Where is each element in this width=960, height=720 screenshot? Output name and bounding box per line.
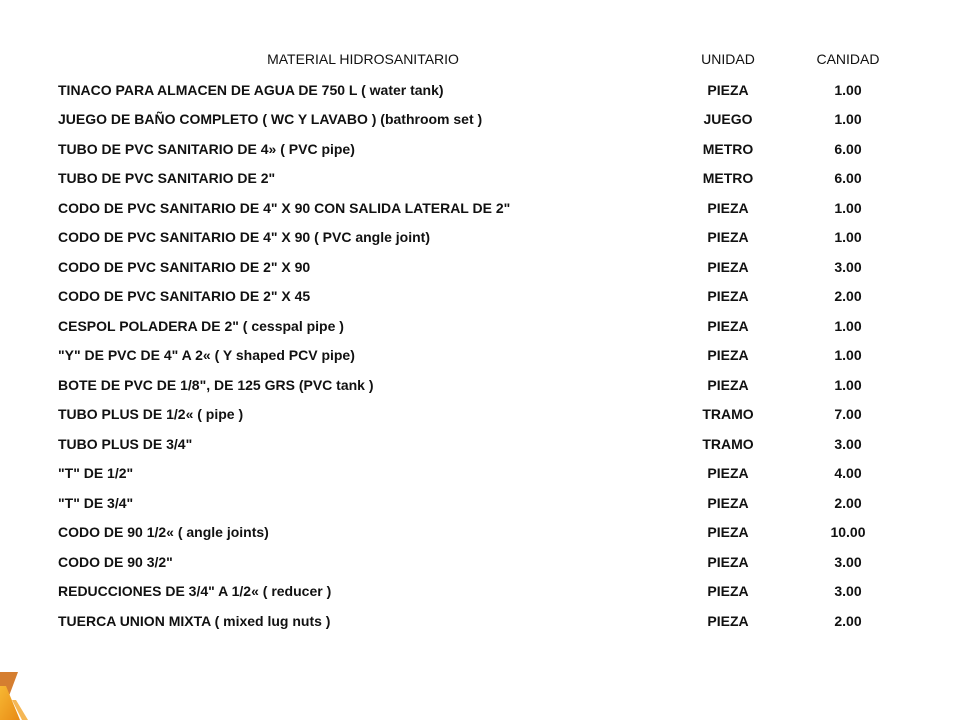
table-row [58,164,908,194]
unit-cell: PIEZA [707,347,749,364]
quantity-cell: 1.00 [834,229,862,246]
table-row [58,193,908,223]
unit-cell: PIEZA [707,612,749,629]
table-row [58,400,908,430]
unit-cell: PIEZA [707,465,749,482]
unit-cell: PIEZA [707,229,749,246]
material-cell: TINACO PARA ALMACEN DE AGUA DE 750 L ( water tank) [58,81,444,98]
quantity-cell: 3.00 [834,553,862,570]
material-cell: CODO DE 90 3/2" [58,553,173,570]
table-row [58,606,908,636]
unit-cell: PIEZA [707,524,749,541]
material-cell: JUEGO DE BAÑO COMPLETO ( WC Y LAVABO ) (bathroom set ) [58,111,483,128]
table-row [58,252,908,282]
unit-cell: TRAMO [702,406,754,423]
unit-cell: PIEZA [707,199,749,216]
unit-cell: PIEZA [707,553,749,570]
quantity-cell: 1.00 [834,376,862,393]
header-unit: UNIDAD [701,51,755,67]
quantity-cell: 6.00 [834,170,862,187]
table-row [58,370,908,400]
table-row [58,577,908,607]
quantity-cell: 3.00 [834,583,862,600]
unit-cell: PIEZA [707,258,749,275]
material-cell: CODO DE PVC SANITARIO DE 2" X 45 [58,288,311,305]
quantity-cell: 6.00 [834,140,862,157]
table-row [58,311,908,341]
quantity-cell: 7.00 [834,406,862,423]
unit-cell: PIEZA [707,288,749,305]
table-header-row [58,43,908,75]
table-row [58,488,908,518]
unit-cell: TRAMO [702,435,754,452]
quantity-cell: 1.00 [834,111,862,128]
unit-cell: PIEZA [707,583,749,600]
materials-table [58,43,908,636]
quantity-cell: 3.00 [834,258,862,275]
quantity-cell: 4.00 [834,465,862,482]
quantity-cell: 2.00 [834,612,862,629]
table-row [58,341,908,371]
unit-cell: METRO [702,170,754,187]
table-row [58,282,908,312]
table-row [58,518,908,548]
table-body [58,75,908,636]
table-row [58,459,908,489]
header-quantity: CANIDAD [816,51,880,67]
material-cell: CESPOL POLADERA DE 2" ( cesspal pipe ) [58,317,344,334]
unit-cell: PIEZA [707,494,749,511]
material-cell: CODO DE 90 1/2« ( angle joints) [58,524,269,541]
unit-cell: PIEZA [707,81,749,98]
material-cell: BOTE DE PVC DE 1/8", DE 125 GRS (PVC tank ) [58,376,374,393]
material-cell: TUBO DE PVC SANITARIO DE 2" [58,170,276,187]
material-cell: TUBO PLUS DE 1/2« ( pipe ) [58,406,244,423]
quantity-cell: 1.00 [834,81,862,98]
material-cell: CODO DE PVC SANITARIO DE 4" X 90 ( PVC angle joint) [58,229,430,246]
quantity-cell: 1.00 [834,317,862,334]
material-cell: "Y" DE PVC DE 4" A 2« ( Y shaped PCV pipe) [58,347,355,364]
quantity-cell: 2.00 [834,494,862,511]
quantity-cell: 1.00 [834,199,862,216]
material-cell: CODO DE PVC SANITARIO DE 4" X 90 CON SALIDA LATERAL DE 2" [58,199,511,216]
quantity-cell: 2.00 [834,288,862,305]
unit-cell: METRO [702,140,754,157]
unit-cell: PIEZA [707,317,749,334]
material-cell: TUBO PLUS DE 3/4" [58,435,193,452]
table-row [58,547,908,577]
quantity-cell: 3.00 [834,435,862,452]
unit-cell: PIEZA [707,376,749,393]
quantity-cell: 1.00 [834,347,862,364]
unit-cell: JUEGO [703,111,753,128]
material-cell: CODO DE PVC SANITARIO DE 2" X 90 [58,258,311,275]
header-material: MATERIAL HIDROSANITARIO [267,51,459,67]
quantity-cell: 10.00 [830,524,866,541]
table-row [58,105,908,135]
table-row [58,429,908,459]
material-cell: "T" DE 3/4" [58,494,134,511]
material-cell: REDUCCIONES DE 3/4" A 1/2« ( reducer ) [58,583,332,600]
material-cell: "T" DE 1/2" [58,465,134,482]
table-row [58,75,908,105]
table-row [58,223,908,253]
material-cell: TUERCA UNION MIXTA ( mixed lug nuts ) [58,612,331,629]
table-row [58,134,908,164]
material-cell: TUBO DE PVC SANITARIO DE 4» ( PVC pipe) [58,140,355,157]
